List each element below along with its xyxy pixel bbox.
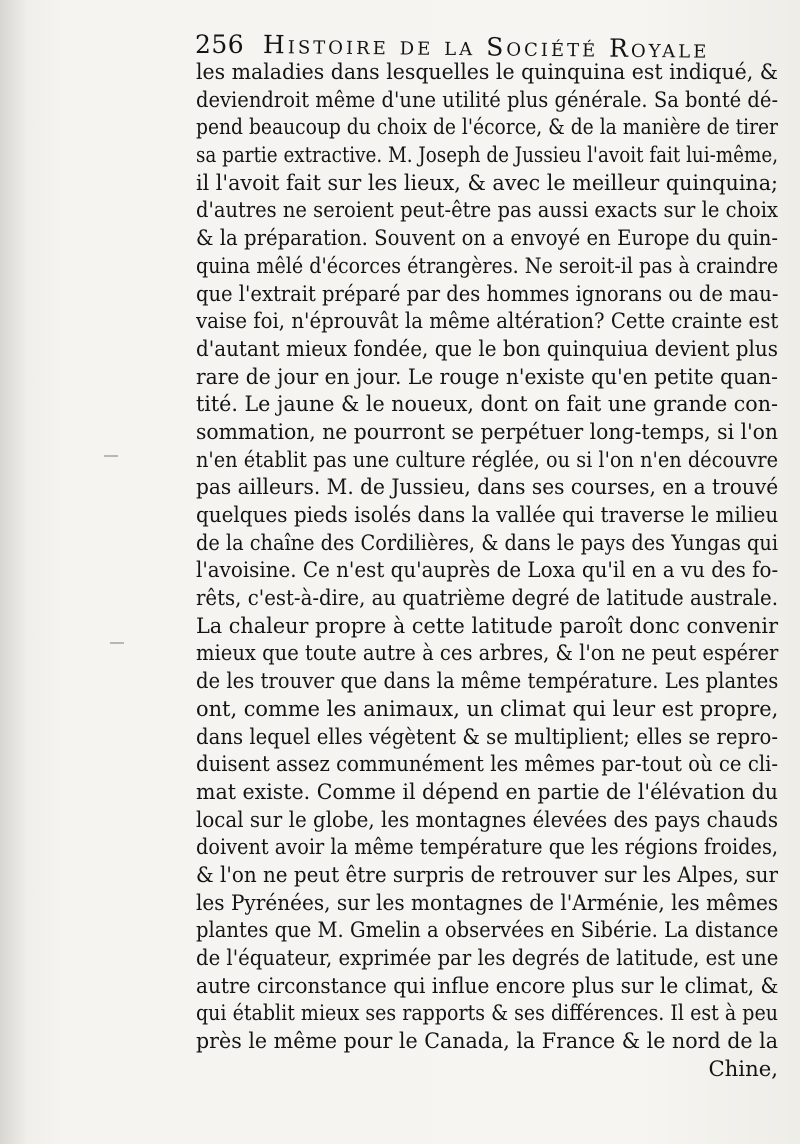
page-number: 256 <box>195 30 245 59</box>
text-line: les Pyrénées, sur les montagnes de l'Arménie, les mêmes <box>196 889 779 915</box>
text-line: & l'on ne peut être surpris de retrouver sur les Alpes, sur <box>196 861 778 887</box>
margin-mark <box>110 642 124 644</box>
body-text <box>196 58 778 1082</box>
text-line: les maladies dans lesquelles le quinquina est indiqué, & <box>196 59 779 84</box>
text-line: duisent assez communément les mêmes par-tout où ce cli- <box>196 751 779 777</box>
text-line: ont, comme les animaux, un climat qui leur est propre, <box>196 695 779 721</box>
text-line: que l'extrait préparé par des hommes ignorans ou de mau- <box>196 280 779 306</box>
text-line: vaise foi, n'éprouvât la même altération? Cette crainte est <box>196 308 779 334</box>
text-line: local sur le globe, les montagnes élevées des pays chauds <box>196 806 779 832</box>
text-line: sommation, ne pourront se perpétuer long-temps, si l'on <box>196 418 778 444</box>
text-line: de l'équateur, exprimée par les degrés de latitude, est une <box>196 945 779 970</box>
text-line: plantes que M. Gmelin a observées en Sibérie. La distance <box>196 917 779 943</box>
text-line: qui établit mieux ses rapports & ses différences. Il est à peu <box>196 1000 778 1026</box>
text-line: & la préparation. Souvent on a envoyé en Europe du quin- <box>196 225 779 251</box>
text-line: deviendroit même d'une utilité plus générale. Sa bonté dé- <box>196 86 779 112</box>
text-line: autre circonstance qui influe encore plus sur le climat, & <box>196 972 779 998</box>
text-line: tité. Le jaune & le noueux, dont on fait une grande con- <box>196 391 778 417</box>
gutter-shadow <box>0 0 28 1144</box>
text-line: rare de jour en jour. Le rouge n'existe qu'en petite quan- <box>196 363 779 389</box>
text-line: Chine, <box>708 1055 778 1081</box>
text-line: n'en établit pas une culture réglée, ou si l'on n'en découvre <box>196 446 779 472</box>
text-line: doivent avoir la même température que les régions froides, <box>196 834 779 860</box>
text-line: rêts, c'est-à-dire, au quatrième degré de latitude australe. <box>196 585 778 611</box>
text-line: l'avoisine. Ce n'est qu'auprès de Loxa qu'il en a vu des fo- <box>196 557 779 583</box>
text-line: mat existe. Comme il dépend en partie de l'élévation du <box>196 778 779 804</box>
margin-mark <box>104 455 118 457</box>
text-line: sa partie extractive. M. Joseph de Jussieu l'avoit fait lui-même, <box>196 142 779 168</box>
text-line: d'autant mieux fondée, que le bon quinquiua devient plus <box>196 335 778 361</box>
text-line: quelques pieds isolés dans la vallée qui traverse le milieu <box>196 502 779 527</box>
text-line: mieux que toute autre à ces arbres, & l'on ne peut espérer <box>196 640 779 666</box>
text-line: dans lequel elles végètent & se multiplient; elles se repro- <box>196 723 778 749</box>
text-line: de la chaîne des Cordilières, & dans le pays des Yungas qui <box>196 529 779 555</box>
text-line: quina mêlé d'écorces étrangères. Ne seroit-il pas à craindre <box>196 252 779 278</box>
text-line: près le même pour le Canada, la France & le nord de la <box>196 1028 778 1054</box>
text-line: La chaleur propre à cette latitude paroît donc convenir <box>196 612 779 638</box>
text-line: pas ailleurs. M. de Jussieu, dans ses courses, en a trouvé <box>196 474 779 500</box>
running-head: Histoire de la Société Royale <box>262 30 710 64</box>
text-line: pend beaucoup du choix de l'écorce, & de la manière de tirer <box>196 114 778 140</box>
text-line: il l'avoit fait sur les lieux, & avec le meilleur quinquina; <box>196 169 779 195</box>
text-line: de les trouver que dans la même température. Les plantes <box>196 668 779 694</box>
text-line: d'autres ne seroient peut-être pas aussi exacts sur le choix <box>196 197 778 223</box>
